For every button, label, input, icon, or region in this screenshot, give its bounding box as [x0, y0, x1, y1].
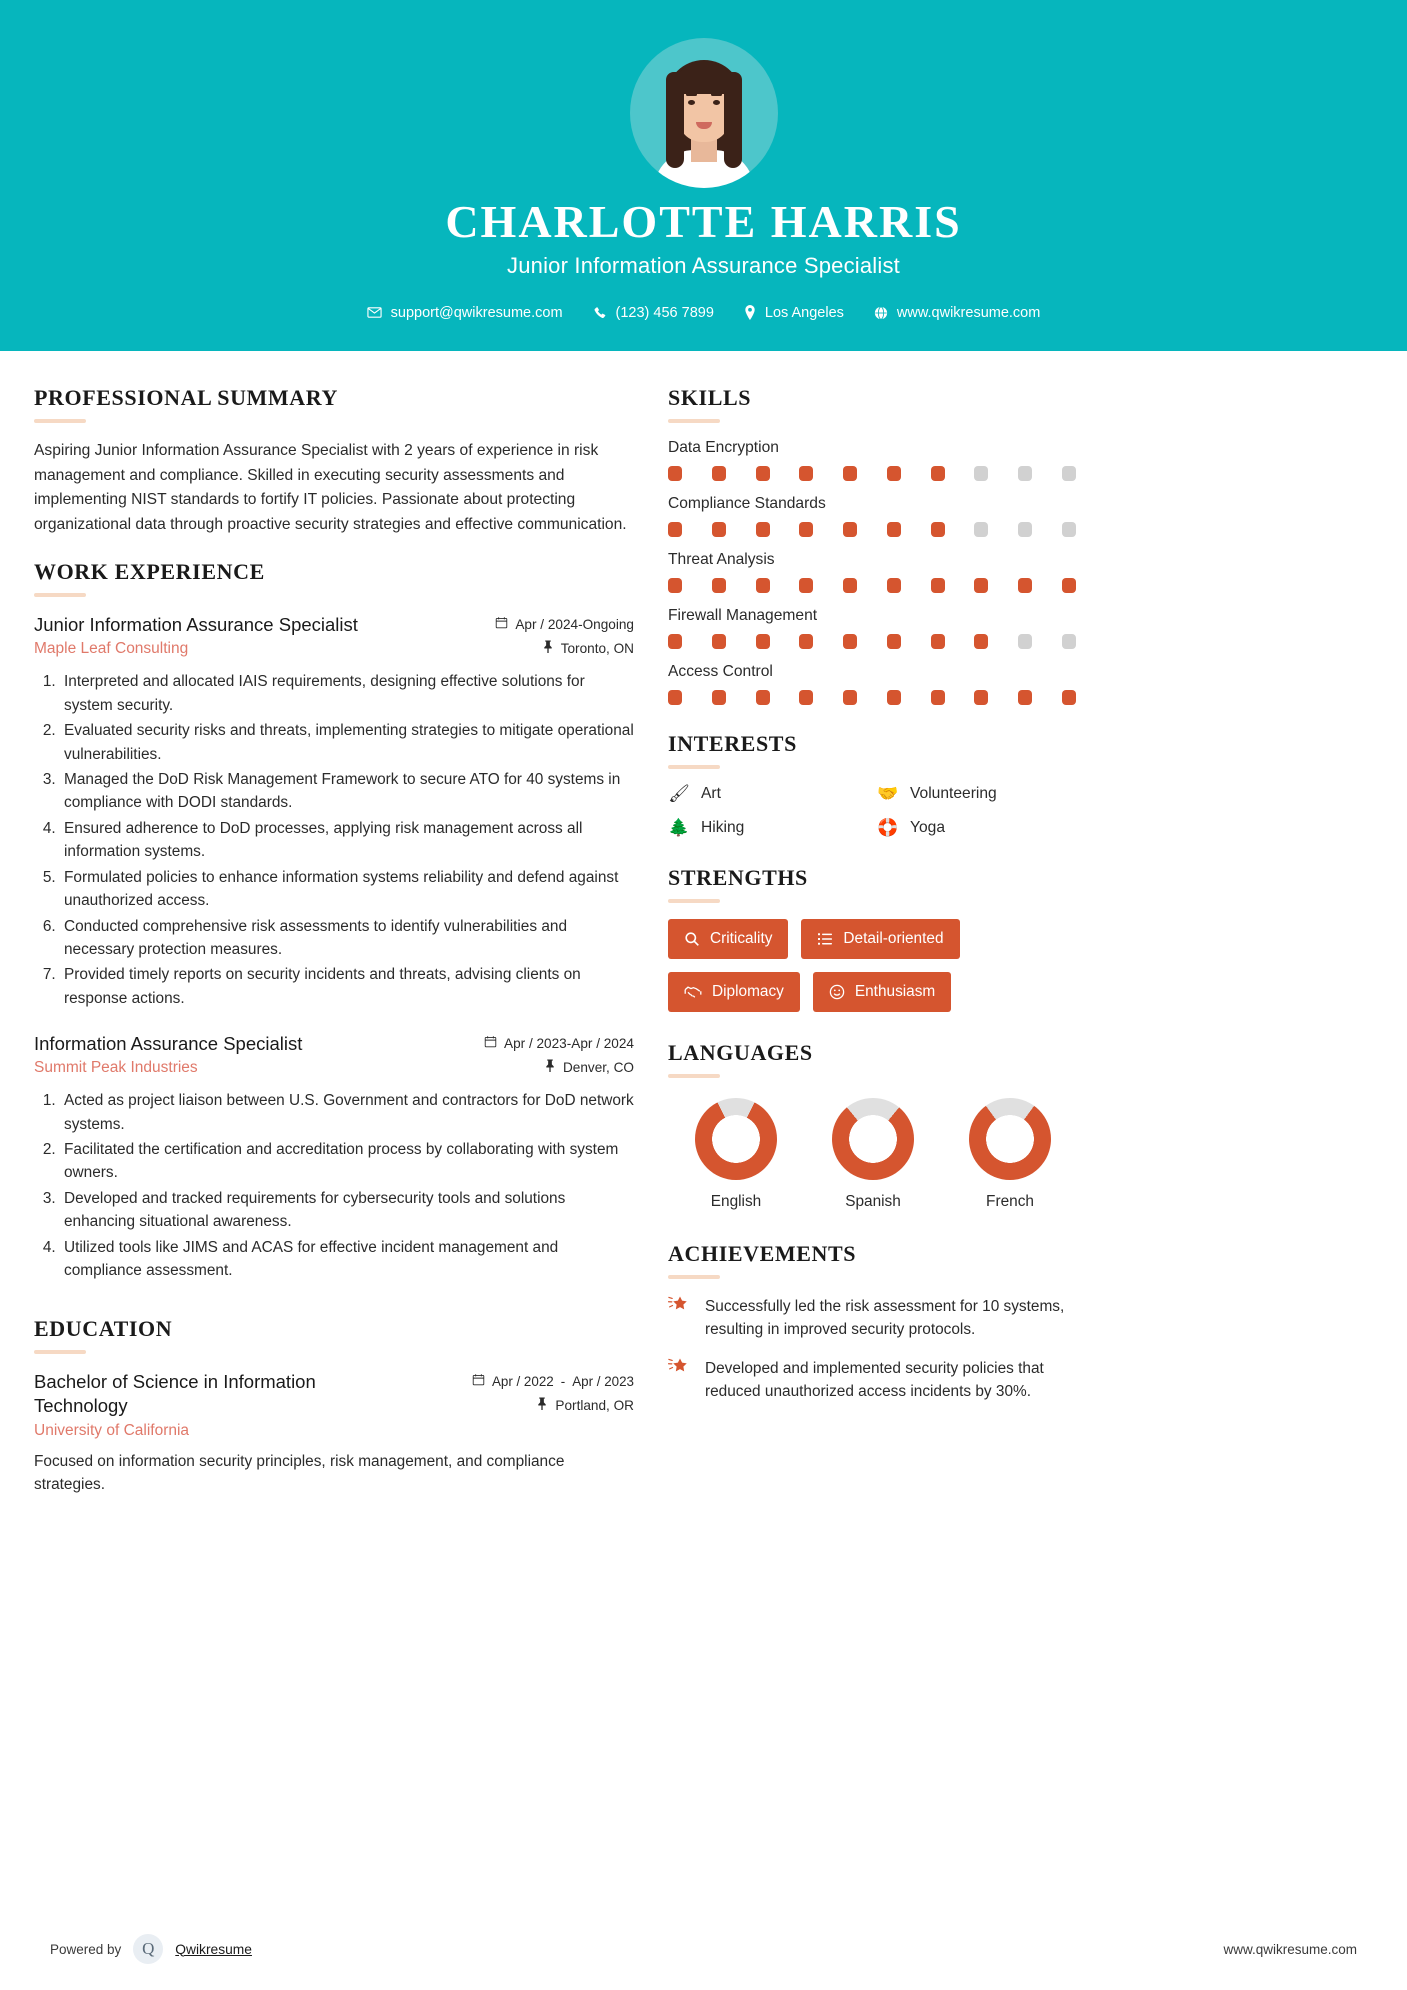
summary-text: Aspiring Junior Information Assurance Specialist with 2 years of experience in risk management and compliance. Skilled in executing security assessments and implementing NIST standards to fortify IT policies. Passionate about protecting organizational data through proactive security strategies and effective communication.	[34, 441, 627, 533]
language-item	[813, 1098, 933, 1211]
skill-dot-filled	[887, 690, 901, 705]
interest-item	[668, 819, 869, 837]
skill-dot-filled	[668, 690, 682, 705]
language-name: Spanish	[845, 1192, 901, 1210]
pushpin-icon	[536, 1397, 548, 1413]
job-bullet: 3. Managed the DoD Risk Management Framework to secure ATO for 40 systems in compliance with DODI standards.	[60, 768, 634, 815]
section-title-experience: WORK EXPERIENCE	[34, 559, 265, 585]
pushpin-icon	[542, 640, 554, 656]
globe-icon	[874, 306, 888, 320]
job-bullet: 5. Formulated policies to enhance information systems reliability and defend against unauthorized access.	[60, 866, 634, 913]
contact-phone-text: (123) 456 7899	[615, 304, 714, 321]
section-rule	[668, 419, 720, 423]
education-description: Focused on information security principles, risk management, and compliance strategies.	[34, 1452, 565, 1494]
candidate-name: CHARLOTTE HARRIS	[445, 196, 962, 247]
language-donut-chart	[969, 1098, 1051, 1180]
contact-website[interactable]	[874, 305, 1040, 321]
language-donut-chart	[695, 1098, 777, 1180]
section-title-skills: SKILLS	[668, 384, 752, 410]
skill-dot-filled	[712, 634, 726, 649]
achievement-item	[668, 1357, 1078, 1403]
education-location	[472, 1397, 634, 1413]
skill-item	[668, 551, 1078, 593]
achievement-text: Successfully led the risk assessment for 10 systems, resulting in improved security protocols.	[705, 1297, 1065, 1338]
skill-name: Compliance Standards	[668, 494, 826, 512]
section-rule	[34, 1350, 86, 1354]
footer-url[interactable]: www.qwikresume.com	[1223, 1941, 1357, 1957]
skill-dot-filled	[799, 690, 813, 705]
skill-dot-filled	[887, 634, 901, 649]
contact-location-text: Los Angeles	[764, 304, 844, 321]
strength-label: Diplomacy	[712, 982, 784, 1000]
job-location-text: Toronto, ON	[560, 640, 634, 656]
skill-dot-filled	[756, 522, 770, 537]
languages-list	[668, 1094, 1078, 1211]
skill-dot-filled	[931, 690, 945, 705]
avatar	[630, 38, 778, 188]
strength-chip[interactable]	[801, 919, 959, 959]
skill-dot-empty	[1062, 634, 1076, 649]
section-strengths	[668, 865, 1078, 1012]
section-title-languages: LANGUAGES	[668, 1039, 813, 1065]
section-rule	[668, 1074, 720, 1078]
skill-dot-filled	[756, 634, 770, 649]
calendar-icon	[495, 616, 508, 632]
handshake-icon: 🤝	[877, 784, 899, 804]
education-date-separator: -	[560, 1373, 566, 1389]
skill-dot-filled	[843, 690, 857, 705]
section-languages	[668, 1040, 1078, 1211]
strength-chip[interactable]	[668, 972, 800, 1012]
section-professional-summary	[34, 385, 634, 538]
experience-entry-meta	[484, 1032, 634, 1075]
job-bullet: 2. Evaluated security risks and threats, implementing strategies to mitigate operational vulnerabilities.	[60, 719, 634, 766]
skill-dot-filled	[843, 466, 857, 481]
education-date-start: Apr / 2022	[491, 1373, 554, 1389]
education-dates	[472, 1373, 634, 1389]
section-achievements	[668, 1241, 1078, 1403]
footer	[0, 1934, 1407, 1964]
skill-dot-filled	[887, 466, 901, 481]
skill-dot-filled	[799, 466, 813, 481]
language-item	[950, 1098, 1070, 1211]
tree-icon: 🌲	[668, 818, 690, 838]
education-location-text: Portland, OR	[555, 1397, 634, 1413]
skill-dot-filled	[1018, 690, 1032, 705]
job-location	[495, 640, 634, 656]
skill-dot-filled	[712, 522, 726, 537]
handshake-icon	[684, 984, 702, 1000]
interest-label: Hiking	[701, 818, 745, 836]
job-bullets	[34, 1089, 634, 1282]
strength-chip[interactable]	[813, 972, 951, 1012]
skill-name: Firewall Management	[668, 606, 818, 624]
skill-rating	[668, 634, 1076, 649]
interest-label: Yoga	[910, 818, 945, 836]
phone-icon	[593, 306, 607, 320]
skill-dot-filled	[668, 634, 682, 649]
qwikresume-link[interactable]: Qwikresume	[175, 1941, 252, 1957]
skill-dot-filled	[1062, 578, 1076, 593]
skill-dot-filled	[712, 690, 726, 705]
job-dates	[495, 616, 634, 632]
experience-entry	[34, 1032, 634, 1282]
skill-dot-empty	[1062, 466, 1076, 481]
skill-rating	[668, 522, 1076, 537]
skill-rating	[668, 690, 1076, 705]
section-title-summary: PROFESSIONAL SUMMARY	[34, 384, 338, 410]
skill-dot-empty	[1062, 522, 1076, 537]
skill-dot-filled	[931, 466, 945, 481]
job-title: Junior Information Assurance Specialist	[34, 614, 358, 636]
skill-item	[668, 439, 1078, 481]
strength-label: Criticality	[710, 929, 773, 947]
language-item	[676, 1098, 796, 1211]
skill-dot-empty	[1018, 522, 1032, 537]
language-name: French	[986, 1192, 1034, 1210]
skills-list	[668, 439, 1078, 705]
skill-dot-filled	[843, 522, 857, 537]
interest-item	[877, 819, 1078, 837]
powered-by	[50, 1934, 252, 1964]
strengths-list	[668, 919, 1078, 1012]
language-name: English	[710, 1192, 762, 1210]
section-rule	[668, 1275, 720, 1279]
job-location	[484, 1059, 634, 1075]
company-name: Maple Leaf Consulting	[34, 640, 189, 658]
skill-dot-filled	[756, 578, 770, 593]
skill-dot-filled	[974, 578, 988, 593]
section-rule	[668, 899, 720, 903]
list-icon	[817, 931, 833, 947]
skill-dot-filled	[668, 578, 682, 593]
skill-name: Data Encryption	[668, 438, 779, 456]
section-skills	[668, 385, 1078, 705]
skill-dot-empty	[1018, 634, 1032, 649]
skill-dot-filled	[931, 522, 945, 537]
qwikresume-logo-icon: Q	[133, 1934, 163, 1964]
education-entry-main	[34, 1370, 394, 1439]
skill-dot-filled	[756, 690, 770, 705]
star-icon	[668, 1295, 692, 1341]
strength-label: Enthusiasm	[854, 982, 936, 1000]
skill-item	[668, 495, 1078, 537]
map-pin-icon	[744, 305, 756, 320]
skill-dot-filled	[843, 634, 857, 649]
powered-by-label: Powered by	[50, 1941, 122, 1957]
skill-dot-filled	[1018, 578, 1032, 593]
interest-label: Volunteering	[910, 784, 997, 802]
achievement-text: Developed and implemented security policies that reduced unauthorized access incidents by 30%.	[705, 1360, 1044, 1401]
skill-dot-empty	[974, 522, 988, 537]
strength-chip[interactable]	[668, 919, 788, 959]
skill-dot-filled	[712, 466, 726, 481]
education-dates-range	[492, 1374, 634, 1389]
job-dates-text: Apr / 2024-Ongoing	[515, 616, 634, 632]
job-title: Information Assurance Specialist	[34, 1033, 303, 1055]
job-bullet: 4. Utilized tools like JIMS and ACAS for effective incident management and compliance assessment.	[60, 1236, 634, 1283]
skill-dot-filled	[1062, 690, 1076, 705]
star-icon	[668, 1357, 692, 1403]
school-name: University of California	[34, 1421, 190, 1439]
achievement-item	[668, 1295, 1078, 1341]
skill-dot-empty	[974, 466, 988, 481]
contact-email[interactable]	[367, 305, 563, 321]
skill-dot-filled	[799, 522, 813, 537]
company-name: Summit Peak Industries	[34, 1059, 198, 1077]
skill-dot-filled	[931, 578, 945, 593]
skill-dot-empty	[1018, 466, 1032, 481]
skill-rating	[668, 466, 1076, 481]
resume-body	[0, 351, 1407, 1519]
skill-name: Threat Analysis	[668, 550, 775, 568]
job-bullet: 2. Facilitated the certification and accreditation process by collaborating with system owners.	[60, 1138, 634, 1185]
job-bullet: 1. Interpreted and allocated IAIS requirements, designing effective solutions for system security.	[60, 670, 634, 717]
education-entry-meta	[472, 1370, 634, 1413]
resume-header	[0, 0, 1407, 351]
skill-dot-filled	[974, 690, 988, 705]
section-interests	[668, 731, 1078, 837]
envelope-icon	[367, 305, 382, 320]
job-location-text: Denver, CO	[562, 1059, 634, 1075]
candidate-role: Junior Information Assurance Specialist	[507, 252, 900, 278]
language-donut-chart	[832, 1098, 914, 1180]
contact-website-text: www.qwikresume.com	[896, 304, 1041, 321]
paintbrush-icon: 🖌	[668, 784, 690, 804]
contact-phone[interactable]	[593, 305, 714, 321]
right-column	[668, 385, 1078, 1425]
job-bullet: 3. Developed and tracked requirements for cybersecurity tools and solutions enhancing situational awareness.	[60, 1187, 634, 1234]
contact-location	[744, 305, 844, 321]
skill-dot-filled	[887, 522, 901, 537]
skill-dot-filled	[799, 634, 813, 649]
skill-dot-filled	[756, 466, 770, 481]
skill-dot-filled	[974, 634, 988, 649]
job-dates-text: Apr / 2023-Apr / 2024	[504, 1035, 634, 1051]
smiley-icon	[829, 984, 845, 1000]
pushpin-icon	[544, 1059, 556, 1075]
calendar-icon	[484, 1035, 497, 1051]
degree-title: Bachelor of Science in Information Technology	[34, 1371, 316, 1417]
section-rule	[34, 419, 86, 423]
section-title-strengths: STRENGTHS	[668, 864, 808, 890]
experience-entry-main	[34, 613, 358, 658]
interest-label: Art	[701, 784, 721, 802]
achievements-list	[668, 1295, 1078, 1403]
job-bullet: 1. Acted as project liaison between U.S. Government and contractors for DoD network systems.	[60, 1089, 634, 1136]
skill-dot-filled	[668, 522, 682, 537]
education-entry	[34, 1370, 634, 1497]
strength-label: Detail-oriented	[843, 929, 944, 947]
skill-dot-filled	[668, 466, 682, 481]
job-bullet: 6. Conducted comprehensive risk assessments to identify vulnerabilities and necessary protection measures.	[60, 915, 634, 962]
interest-item	[877, 785, 1078, 803]
section-rule	[668, 765, 720, 769]
education-date-end: Apr / 2023	[572, 1373, 634, 1389]
lifebuoy-icon: 🛟	[877, 818, 899, 838]
section-rule	[34, 593, 86, 597]
skill-dot-filled	[887, 578, 901, 593]
job-bullets	[34, 670, 634, 1010]
interest-item	[668, 785, 869, 803]
avatar-photo	[630, 38, 778, 188]
section-title-achievements: ACHIEVEMENTS	[668, 1240, 857, 1266]
left-column	[34, 385, 634, 1519]
experience-entry-meta	[495, 613, 634, 656]
job-bullet: 7. Provided timely reports on security incidents and threats, advising clients on response actions.	[60, 963, 634, 1010]
section-work-experience	[34, 559, 634, 1282]
contact-email-text: support@qwikresume.com	[390, 304, 563, 321]
section-title-interests: INTERESTS	[668, 730, 797, 756]
magnifier-icon	[684, 931, 700, 947]
job-bullet: 4. Ensured adherence to DoD processes, applying risk management across all information systems.	[60, 817, 634, 864]
calendar-icon	[472, 1373, 485, 1389]
section-education	[34, 1316, 634, 1497]
skill-rating	[668, 578, 1076, 593]
experience-entry-main	[34, 1032, 302, 1077]
skill-item	[668, 663, 1078, 705]
skill-item	[668, 607, 1078, 649]
skill-dot-filled	[799, 578, 813, 593]
experience-entry	[34, 613, 634, 1010]
job-dates	[484, 1035, 634, 1051]
interests-grid	[668, 785, 1078, 837]
contact-row	[0, 305, 1407, 321]
section-title-education: EDUCATION	[34, 1316, 173, 1342]
skill-dot-filled	[843, 578, 857, 593]
skill-dot-filled	[931, 634, 945, 649]
skill-name: Access Control	[668, 662, 773, 680]
skill-dot-filled	[712, 578, 726, 593]
